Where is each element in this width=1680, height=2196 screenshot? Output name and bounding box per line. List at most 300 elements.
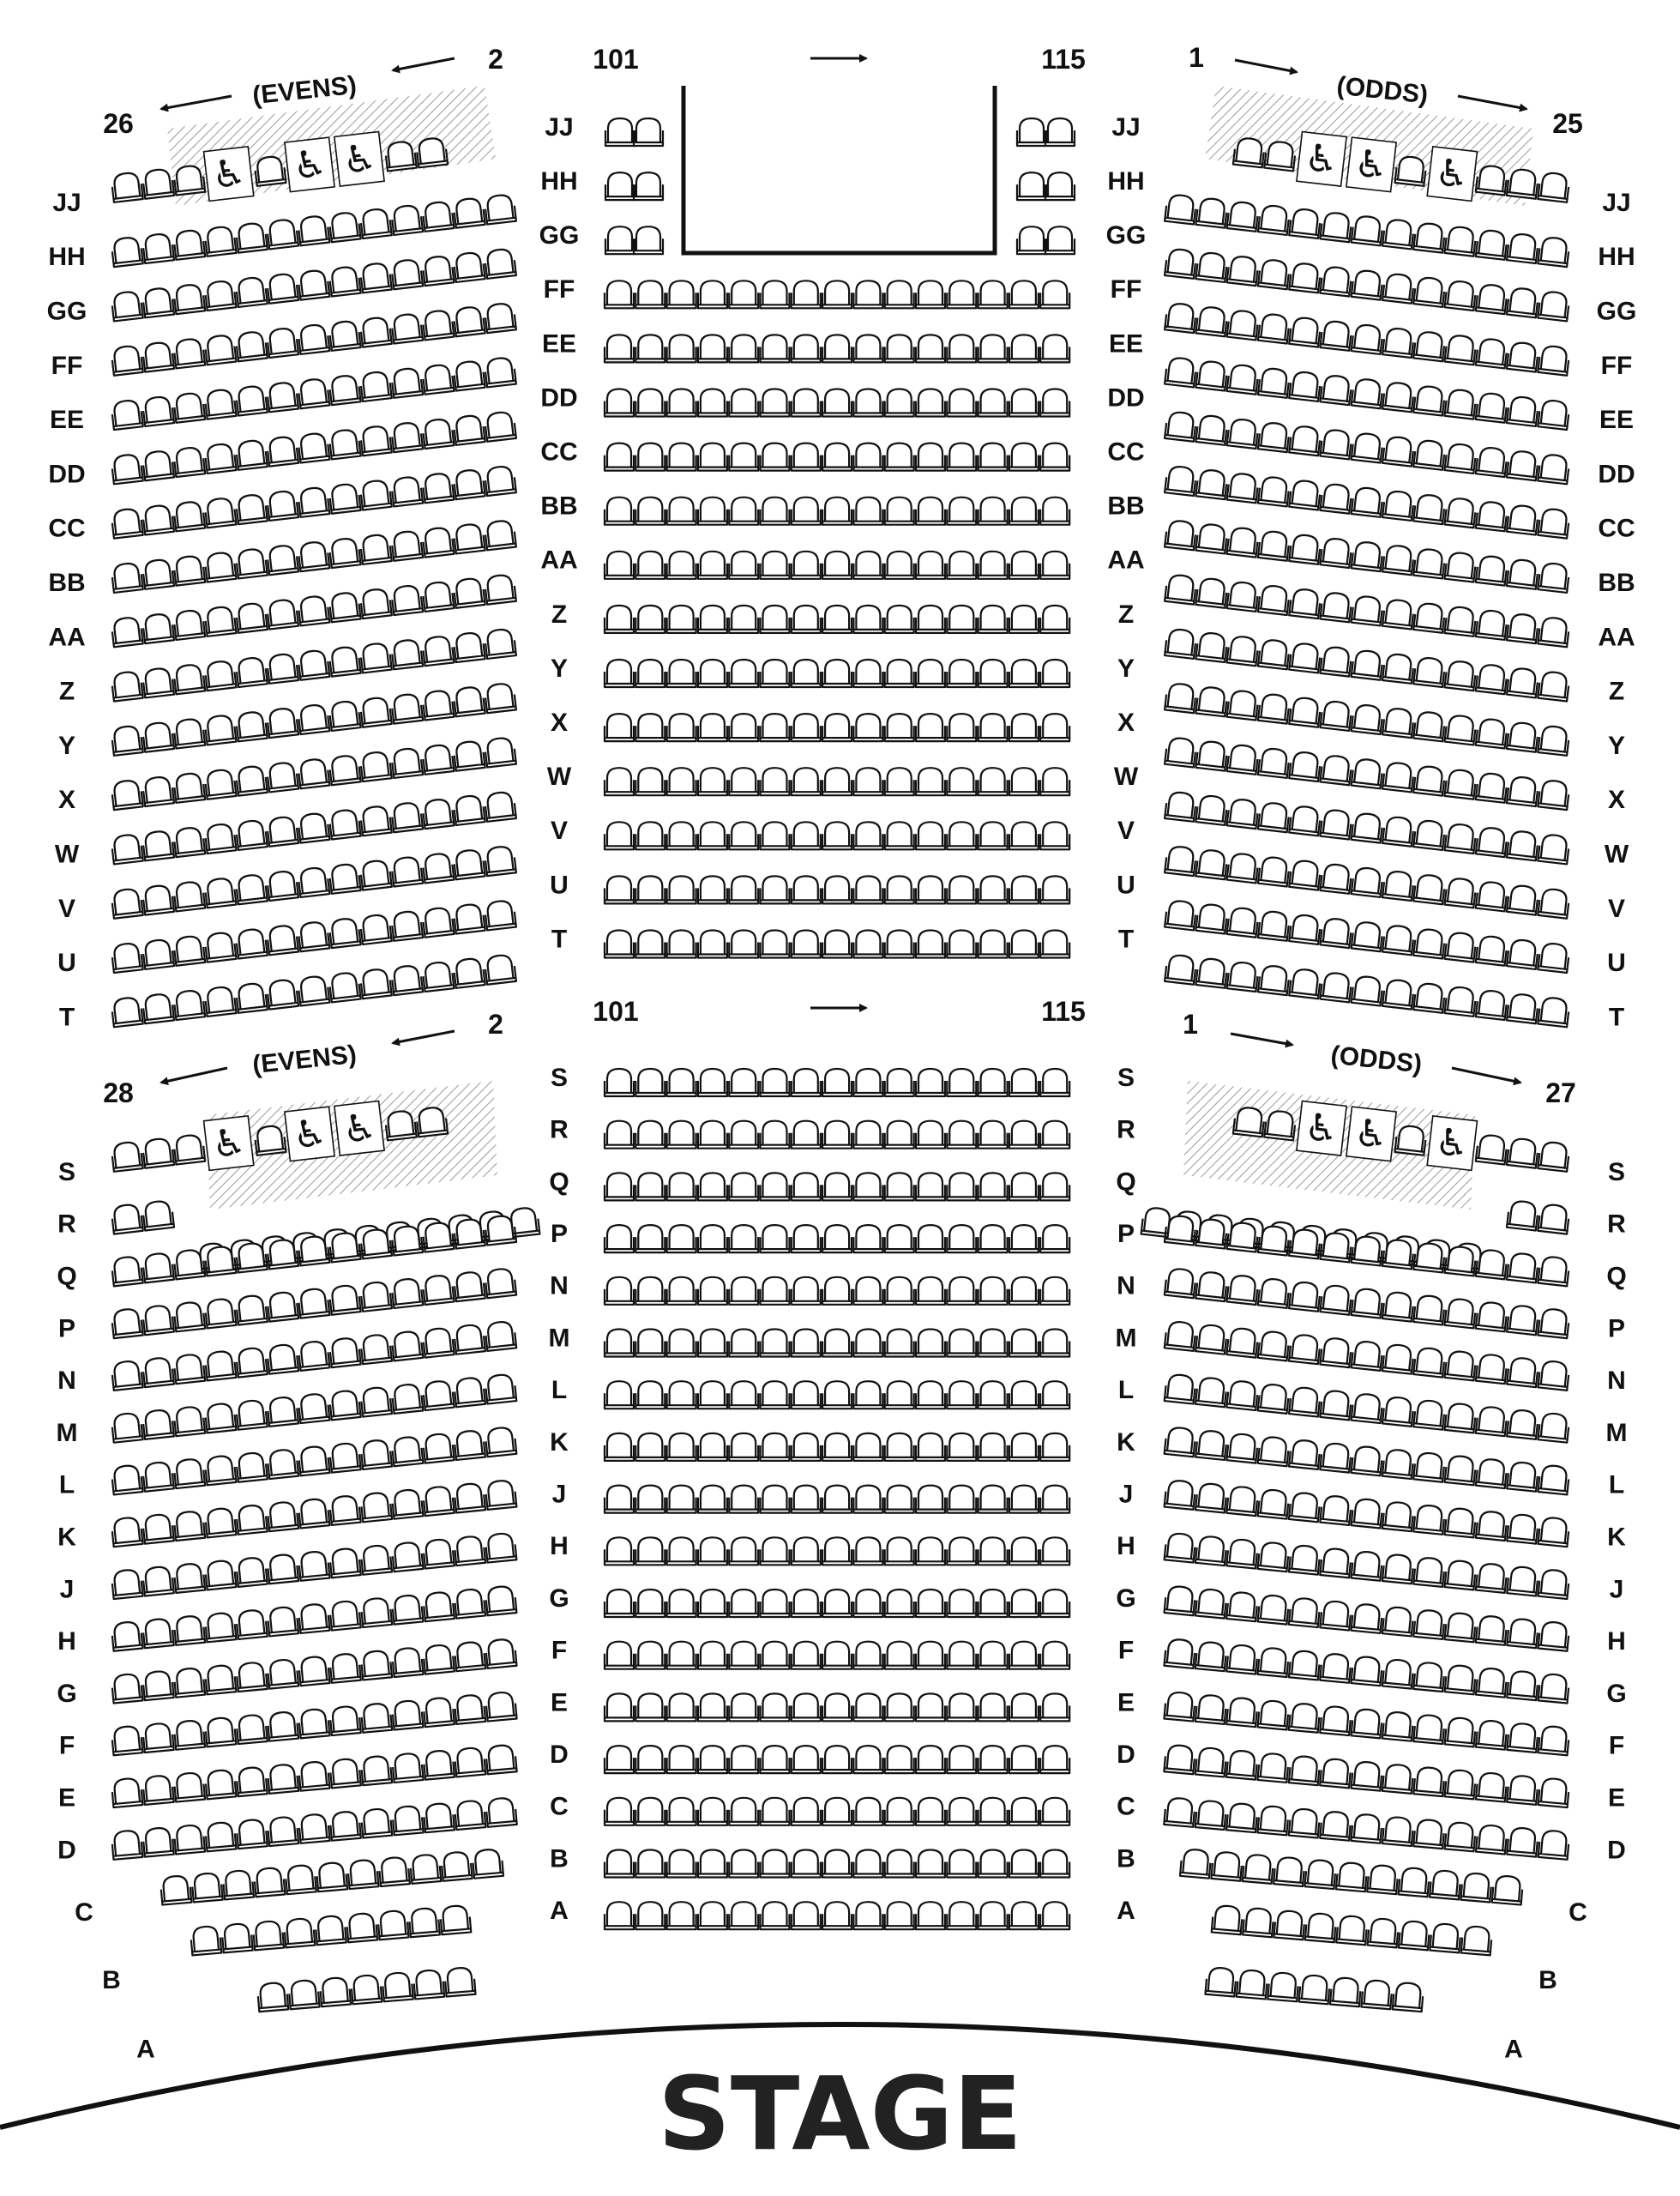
seat-right-lower-M[interactable] (1507, 1409, 1538, 1439)
seat-center-D[interactable] (885, 1746, 914, 1773)
seat-center-AA[interactable] (698, 552, 727, 579)
seat-left-upper-W[interactable] (359, 805, 391, 836)
seat-left-upper-AA[interactable] (267, 599, 298, 630)
seat-center-W[interactable] (822, 768, 852, 795)
seat-left-upper-GG[interactable] (142, 287, 174, 318)
seat-left-upper-DD[interactable] (422, 418, 454, 449)
seat-center-K[interactable] (916, 1433, 945, 1461)
seat-right-upper-GG[interactable] (1507, 287, 1538, 318)
seat-right-lower-L[interactable] (1258, 1436, 1290, 1466)
seat-left-upper-W[interactable] (204, 823, 236, 854)
seat-left-upper-EE[interactable] (111, 399, 142, 430)
seat-center-S[interactable] (947, 1069, 976, 1096)
seat-center-C[interactable] (635, 1798, 665, 1825)
seat-left-upper-AA[interactable] (453, 577, 485, 608)
seat-left-lower-G[interactable] (205, 1664, 237, 1694)
seat-right-upper-W[interactable] (1195, 794, 1227, 825)
seat-right-upper-T[interactable] (1258, 964, 1290, 995)
seat-right-upper-CC[interactable] (1320, 483, 1352, 514)
seat-left-upper-Y[interactable] (328, 700, 360, 731)
seat-right-upper-Y[interactable] (1352, 703, 1383, 734)
seat-left-lower-M[interactable] (267, 1397, 298, 1427)
seat-left-lower-E[interactable] (142, 1775, 174, 1805)
seat-left-lower-K[interactable] (360, 1492, 392, 1522)
seat-left-lower-K[interactable] (205, 1507, 237, 1537)
seat-center-W[interactable] (947, 768, 976, 795)
seat-left-upper-GG[interactable] (235, 276, 267, 307)
seat-right-upper-HH[interactable] (1195, 197, 1227, 228)
seat-right-lower-J[interactable] (1320, 1547, 1352, 1578)
seat-right-lower-M[interactable] (1226, 1380, 1258, 1410)
seat-center-FF[interactable] (1040, 281, 1069, 308)
seat-center-E[interactable] (1040, 1693, 1069, 1721)
seat-right-upper-U[interactable] (1444, 932, 1476, 962)
seat-center-V[interactable] (978, 822, 1008, 849)
seat-center-F[interactable] (729, 1642, 758, 1669)
seat-left-upper-GG[interactable] (173, 283, 205, 314)
seat-center-A[interactable] (853, 1902, 882, 1929)
seat-center-X[interactable] (853, 714, 882, 741)
seat-center-AA[interactable] (947, 552, 976, 579)
seat-right-lower-H[interactable] (1195, 1589, 1227, 1619)
seat-left-lower-G[interactable] (267, 1659, 298, 1689)
seat-right-upper-V[interactable] (1352, 866, 1383, 897)
seat-right-lower-G[interactable] (1195, 1641, 1227, 1671)
seat-left-upper-X[interactable] (142, 775, 174, 806)
seat-center-W[interactable] (792, 768, 821, 795)
seat-center-H[interactable] (885, 1537, 914, 1565)
seat-center-K[interactable] (1009, 1433, 1039, 1461)
seat-right-upper-U[interactable] (1289, 914, 1321, 944)
seat-center-GG[interactable] (634, 226, 663, 254)
seat-center-H[interactable] (667, 1537, 696, 1565)
seat-right-lower-N[interactable] (1507, 1357, 1538, 1387)
seat-right-upper-T[interactable] (1476, 989, 1508, 1020)
seat-center-A[interactable] (635, 1902, 665, 1929)
seat-left-upper-DD[interactable] (204, 443, 236, 474)
seat-center-P[interactable] (1040, 1225, 1069, 1252)
wheelchair-space-lower-right[interactable] (1427, 1116, 1477, 1171)
seat-left-lower-F[interactable] (173, 1720, 205, 1750)
seat-right-lower-A[interactable] (1268, 1972, 1298, 2002)
seat-left-upper-GG[interactable] (267, 273, 298, 304)
seat-center-D[interactable] (605, 1746, 634, 1773)
seat-center-EE[interactable] (605, 335, 634, 362)
seat-center-E[interactable] (1009, 1693, 1039, 1721)
seat-right-lower-M[interactable] (1320, 1390, 1352, 1420)
seat-right-lower-L[interactable] (1352, 1445, 1383, 1475)
seat-center-E[interactable] (729, 1693, 758, 1721)
seat-center-FF[interactable] (698, 281, 727, 308)
seat-right-upper-Y[interactable] (1258, 693, 1290, 724)
seat-center-K[interactable] (1040, 1433, 1069, 1461)
seat-center-A[interactable] (729, 1902, 758, 1929)
seat-center-Z[interactable] (729, 606, 758, 633)
seat-right-upper-Y[interactable] (1320, 700, 1352, 731)
seat-center-H[interactable] (947, 1537, 976, 1565)
seat-left-upper-Z[interactable] (391, 639, 423, 670)
seat-right-lower-D[interactable] (1289, 1808, 1321, 1838)
seat-center-DD[interactable] (822, 389, 852, 417)
seat-right-upper-U[interactable] (1320, 917, 1352, 948)
seat-center-V[interactable] (667, 822, 696, 849)
seat-left-upper-BB[interactable] (328, 537, 360, 568)
seat-center-R[interactable] (885, 1121, 914, 1149)
seat-right-lower-M[interactable] (1382, 1397, 1414, 1427)
seat-left-upper-W[interactable] (422, 798, 454, 829)
seat-right-upper-CC[interactable] (1538, 508, 1569, 539)
seat-center-E[interactable] (853, 1693, 882, 1721)
seat-right-lower-J[interactable] (1382, 1553, 1414, 1584)
seat-center-K[interactable] (792, 1433, 821, 1461)
seat-center-CC[interactable] (947, 443, 976, 471)
seat-left-lower-E[interactable] (392, 1753, 424, 1783)
seat-center-A[interactable] (761, 1902, 790, 1929)
seat-left-lower-R[interactable] (111, 1204, 142, 1234)
seat-right-upper-AA[interactable] (1444, 606, 1476, 636)
seat-left-lower-D[interactable] (423, 1802, 455, 1832)
seat-center-G[interactable] (885, 1590, 914, 1617)
seat-left-upper-DD[interactable] (235, 439, 267, 470)
seat-left-upper-Y[interactable] (142, 721, 174, 752)
wheelchair-space-upper-right[interactable] (1427, 147, 1477, 202)
seat-center-EE[interactable] (822, 335, 852, 362)
seat-left-upper-T[interactable] (235, 982, 267, 1013)
seat-center-U[interactable] (822, 876, 852, 903)
seat-right-lower-M[interactable] (1289, 1386, 1321, 1416)
seat-left-lower-F[interactable] (454, 1694, 485, 1724)
seat-center-JJ[interactable] (1017, 118, 1046, 146)
seat-left-upper-T[interactable] (298, 975, 329, 1006)
seat-left-lower-J[interactable] (392, 1541, 424, 1572)
seat-right-upper-U[interactable] (1413, 928, 1445, 959)
seat-right-upper-CC[interactable] (1165, 465, 1196, 496)
seat-right-upper-W[interactable] (1413, 819, 1445, 850)
seat-center-D[interactable] (1040, 1746, 1069, 1773)
seat-right-lower-A[interactable] (1361, 1980, 1392, 2010)
seat-right-upper-AA[interactable] (1195, 577, 1227, 608)
seat-center-M[interactable] (885, 1330, 914, 1357)
seat-right-upper-Z[interactable] (1444, 660, 1476, 691)
seat-left-lower-J[interactable] (298, 1551, 330, 1581)
seat-right-upper-X[interactable] (1507, 775, 1538, 806)
seat-right-upper-HH[interactable] (1258, 204, 1290, 235)
seat-center-B[interactable] (635, 1850, 665, 1878)
seat-left-lower-J[interactable] (485, 1532, 516, 1562)
seat-center-EE[interactable] (1009, 335, 1039, 362)
seat-center-W[interactable] (698, 768, 727, 795)
seat-right-lower-F[interactable] (1195, 1694, 1227, 1724)
seat-left-upper-Y[interactable] (391, 693, 423, 724)
seat-center-R[interactable] (729, 1121, 758, 1149)
seat-left-upper-V[interactable] (204, 878, 236, 908)
seat-center-R[interactable] (698, 1121, 727, 1149)
seat-right-upper-W[interactable] (1289, 805, 1321, 836)
seat-left-upper-BB[interactable] (204, 552, 236, 582)
seat-right-upper-U[interactable] (1165, 900, 1196, 931)
seat-left-lower-A[interactable] (288, 1980, 319, 2010)
seat-left-upper-U[interactable] (422, 907, 454, 938)
seat-left-upper-AA[interactable] (359, 588, 391, 618)
seat-left-upper-T[interactable] (204, 986, 236, 1017)
seat-center-S[interactable] (885, 1069, 914, 1096)
seat-right-upper-JJ[interactable] (1538, 172, 1569, 202)
seat-right-lower-H[interactable] (1320, 1600, 1352, 1630)
seat-center-J[interactable] (729, 1486, 758, 1513)
seat-right-upper-EE[interactable] (1352, 378, 1383, 409)
seat-right-upper-HH[interactable] (1165, 194, 1196, 225)
seat-center-M[interactable] (635, 1330, 665, 1357)
seat-center-EE[interactable] (885, 335, 914, 362)
seat-left-upper-CC[interactable] (142, 504, 174, 535)
seat-right-upper-T[interactable] (1352, 975, 1383, 1006)
seat-right-lower-Q[interactable] (1507, 1252, 1538, 1283)
seat-left-upper-GG[interactable] (328, 266, 360, 297)
seat-left-upper-CC[interactable] (391, 476, 423, 507)
seat-center-Z[interactable] (698, 606, 727, 633)
seat-center-FF[interactable] (605, 281, 634, 308)
seat-right-lower-B[interactable] (1243, 1908, 1274, 1938)
seat-left-upper-AA[interactable] (142, 612, 174, 643)
seat-right-lower-D[interactable] (1538, 1830, 1570, 1860)
seat-right-upper-BB[interactable] (1538, 562, 1569, 593)
seat-left-lower-B[interactable] (440, 1905, 472, 1935)
seat-left-lower-M[interactable] (485, 1373, 516, 1403)
seat-center-U[interactable] (1009, 876, 1039, 903)
seat-right-lower-N[interactable] (1382, 1343, 1414, 1373)
seat-right-lower-H[interactable] (1538, 1621, 1570, 1651)
seat-center-P[interactable] (667, 1225, 696, 1252)
seat-center-D[interactable] (792, 1746, 821, 1773)
seat-right-upper-V[interactable] (1195, 849, 1227, 880)
seat-center-F[interactable] (761, 1642, 790, 1669)
seat-right-upper-Z[interactable] (1165, 628, 1196, 659)
seat-left-lower-E[interactable] (298, 1761, 330, 1791)
seat-left-upper-Y[interactable] (204, 715, 236, 745)
seat-left-lower-P[interactable] (298, 1288, 329, 1318)
seat-right-upper-EE[interactable] (1320, 374, 1352, 405)
seat-right-upper-X[interactable] (1195, 740, 1227, 771)
seat-left-lower-F[interactable] (111, 1725, 143, 1755)
seat-center-BB[interactable] (853, 498, 882, 525)
seat-right-upper-X[interactable] (1413, 765, 1445, 796)
seat-center-Y[interactable] (667, 660, 696, 687)
seat-center-E[interactable] (916, 1693, 945, 1721)
seat-center-T[interactable] (761, 931, 790, 958)
seat-left-upper-HH[interactable] (422, 201, 454, 232)
seat-right-lower-G[interactable] (1445, 1664, 1477, 1694)
seat-left-upper-AA[interactable] (111, 617, 142, 648)
seat-center-F[interactable] (635, 1642, 665, 1669)
seat-left-upper-Z[interactable] (484, 628, 515, 659)
seat-right-upper-W[interactable] (1165, 791, 1196, 822)
seat-right-lower-L[interactable] (1538, 1464, 1569, 1494)
seat-left-lower-A[interactable] (320, 1977, 351, 2007)
seat-right-upper-Z[interactable] (1476, 664, 1508, 695)
seat-center-D[interactable] (698, 1746, 727, 1773)
seat-center-U[interactable] (916, 876, 945, 903)
seat-left-lower-J[interactable] (423, 1538, 455, 1568)
seat-right-lower-H[interactable] (1226, 1591, 1258, 1621)
seat-right-lower-M[interactable] (1445, 1403, 1477, 1433)
seat-left-upper-EE[interactable] (453, 360, 485, 391)
seat-center-B[interactable] (978, 1850, 1008, 1878)
seat-center-EE[interactable] (916, 335, 945, 362)
seat-left-upper-FF[interactable] (298, 323, 329, 354)
seat-right-lower-K[interactable] (1476, 1511, 1508, 1541)
seat-center-P[interactable] (729, 1225, 758, 1252)
seat-left-lower-E[interactable] (455, 1747, 486, 1777)
seat-left-lower-G[interactable] (173, 1668, 205, 1698)
seat-left-upper-CC[interactable] (453, 468, 485, 499)
seat-right-lower-F[interactable] (1382, 1711, 1414, 1741)
seat-right-lower-A[interactable] (1299, 1975, 1330, 2005)
seat-left-upper-W[interactable] (298, 812, 329, 843)
seat-right-lower-S[interactable] (1538, 1141, 1569, 1172)
seat-center-DD[interactable] (1040, 389, 1069, 417)
seat-center-Q[interactable] (729, 1173, 758, 1200)
seat-right-lower-M[interactable] (1352, 1393, 1383, 1423)
seat-center-AA[interactable] (853, 552, 882, 579)
seat-right-lower-C[interactable] (1492, 1875, 1524, 1905)
seat-right-upper-CC[interactable] (1413, 493, 1445, 524)
seat-center-V[interactable] (729, 822, 758, 849)
seat-center-D[interactable] (761, 1746, 790, 1773)
seat-left-upper-EE[interactable] (142, 395, 174, 426)
seat-left-lower-G[interactable] (454, 1641, 485, 1671)
seat-center-EE[interactable] (729, 335, 758, 362)
seat-right-upper-V[interactable] (1320, 863, 1352, 894)
seat-center-DD[interactable] (761, 389, 790, 417)
seat-right-lower-J[interactable] (1258, 1541, 1290, 1572)
seat-right-lower-H[interactable] (1476, 1615, 1508, 1645)
seat-left-upper-Z[interactable] (267, 653, 298, 684)
seat-center-N[interactable] (1040, 1277, 1069, 1305)
seat-right-lower-P[interactable] (1195, 1271, 1227, 1301)
seat-left-upper-Z[interactable] (328, 646, 360, 677)
seat-center-T[interactable] (635, 931, 665, 958)
seat-center-E[interactable] (978, 1693, 1008, 1721)
seat-center-C[interactable] (698, 1798, 727, 1825)
seat-left-upper-CC[interactable] (422, 473, 454, 504)
seat-center-N[interactable] (916, 1277, 945, 1305)
seat-right-upper-BB[interactable] (1413, 548, 1445, 579)
seat-left-upper-EE[interactable] (235, 385, 267, 416)
seat-center-G[interactable] (667, 1590, 696, 1617)
seat-center-T[interactable] (885, 931, 914, 958)
seat-left-lower-F[interactable] (142, 1722, 174, 1753)
seat-center-F[interactable] (947, 1642, 976, 1669)
seat-center-G[interactable] (635, 1590, 665, 1617)
seat-center-T[interactable] (792, 931, 821, 958)
seat-right-lower-K[interactable] (1289, 1492, 1321, 1522)
seat-left-upper-FF[interactable] (111, 345, 142, 376)
seat-right-lower-M[interactable] (1195, 1377, 1227, 1407)
seat-left-lower-E[interactable] (111, 1777, 143, 1807)
seat-left-upper-Z[interactable] (298, 649, 329, 680)
seat-left-lower-L[interactable] (111, 1464, 142, 1494)
seat-center-H[interactable] (761, 1537, 790, 1565)
seat-left-lower-B[interactable] (253, 1921, 285, 1951)
seat-right-upper-BB[interactable] (1320, 537, 1352, 568)
seat-left-lower-G[interactable] (392, 1647, 424, 1677)
seat-right-lower-R[interactable] (1538, 1204, 1569, 1234)
seat-right-upper-T[interactable] (1413, 982, 1445, 1013)
seat-right-upper-FF[interactable] (1165, 302, 1196, 333)
seat-center-G[interactable] (853, 1590, 882, 1617)
seat-right-upper-X[interactable] (1352, 758, 1383, 789)
seat-center-D[interactable] (978, 1746, 1008, 1773)
seat-center-P[interactable] (761, 1225, 790, 1252)
seat-left-upper-EE[interactable] (298, 378, 329, 409)
seat-right-upper-GG[interactable] (1382, 273, 1414, 304)
seat-left-upper-FF[interactable] (422, 310, 454, 341)
seat-center-U[interactable] (605, 876, 634, 903)
seat-right-upper-EE[interactable] (1444, 389, 1476, 419)
seat-right-lower-F[interactable] (1413, 1714, 1445, 1744)
seat-center-B[interactable] (1009, 1850, 1039, 1878)
seat-center-CC[interactable] (605, 443, 634, 471)
seat-center-BB[interactable] (605, 498, 634, 525)
seat-center-AA[interactable] (667, 552, 696, 579)
seat-left-lower-J[interactable] (329, 1547, 361, 1578)
seat-right-lower-D[interactable] (1445, 1821, 1477, 1851)
seat-right-upper-EE[interactable] (1382, 382, 1414, 413)
seat-right-lower-P[interactable] (1258, 1277, 1290, 1307)
seat-left-lower-M[interactable] (111, 1412, 142, 1442)
seat-right-upper-BB[interactable] (1195, 523, 1227, 554)
seat-left-lower-H[interactable] (236, 1609, 268, 1639)
seat-right-lower-A[interactable] (1237, 1970, 1268, 2000)
seat-right-upper-W[interactable] (1352, 812, 1383, 843)
seat-right-lower-F[interactable] (1226, 1697, 1258, 1727)
seat-right-lower-H[interactable] (1289, 1597, 1321, 1627)
seat-left-lower-E[interactable] (236, 1766, 268, 1796)
seat-left-upper-U[interactable] (142, 938, 174, 969)
seat-right-lower-M[interactable] (1258, 1384, 1290, 1414)
seat-left-lower-K[interactable] (391, 1488, 423, 1518)
seat-center-L[interactable] (761, 1381, 790, 1409)
seat-right-upper-FF[interactable] (1227, 310, 1259, 341)
seat-right-upper-HH[interactable] (1289, 208, 1321, 238)
seat-right-lower-E[interactable] (1538, 1777, 1570, 1807)
seat-center-EE[interactable] (667, 335, 696, 362)
seat-left-lower-N[interactable] (422, 1327, 454, 1357)
seat-right-upper-Y[interactable] (1413, 711, 1445, 742)
seat-center-C[interactable] (792, 1798, 821, 1825)
seat-center-EE[interactable] (853, 335, 882, 362)
seat-center-N[interactable] (885, 1277, 914, 1305)
seat-center-J[interactable] (761, 1486, 790, 1513)
seat-left-upper-EE[interactable] (484, 357, 515, 388)
seat-right-upper-CC[interactable] (1352, 486, 1383, 517)
seat-center-A[interactable] (885, 1902, 914, 1929)
seat-center-P[interactable] (635, 1225, 665, 1252)
seat-center-V[interactable] (947, 822, 976, 849)
seat-right-upper-CC[interactable] (1382, 490, 1414, 521)
seat-left-lower-M[interactable] (423, 1380, 455, 1410)
seat-right-lower-P[interactable] (1352, 1288, 1383, 1318)
seat-left-lower-G[interactable] (111, 1673, 143, 1703)
seat-center-DD[interactable] (978, 389, 1008, 417)
seat-left-upper-X[interactable] (453, 740, 485, 771)
seat-right-upper-Y[interactable] (1227, 690, 1259, 721)
seat-left-lower-M[interactable] (360, 1386, 392, 1416)
seat-right-lower-E[interactable] (1257, 1753, 1289, 1783)
wheelchair-space-upper-left[interactable] (285, 137, 334, 192)
seat-center-C[interactable] (822, 1798, 852, 1825)
seat-left-upper-GG[interactable] (298, 269, 329, 300)
